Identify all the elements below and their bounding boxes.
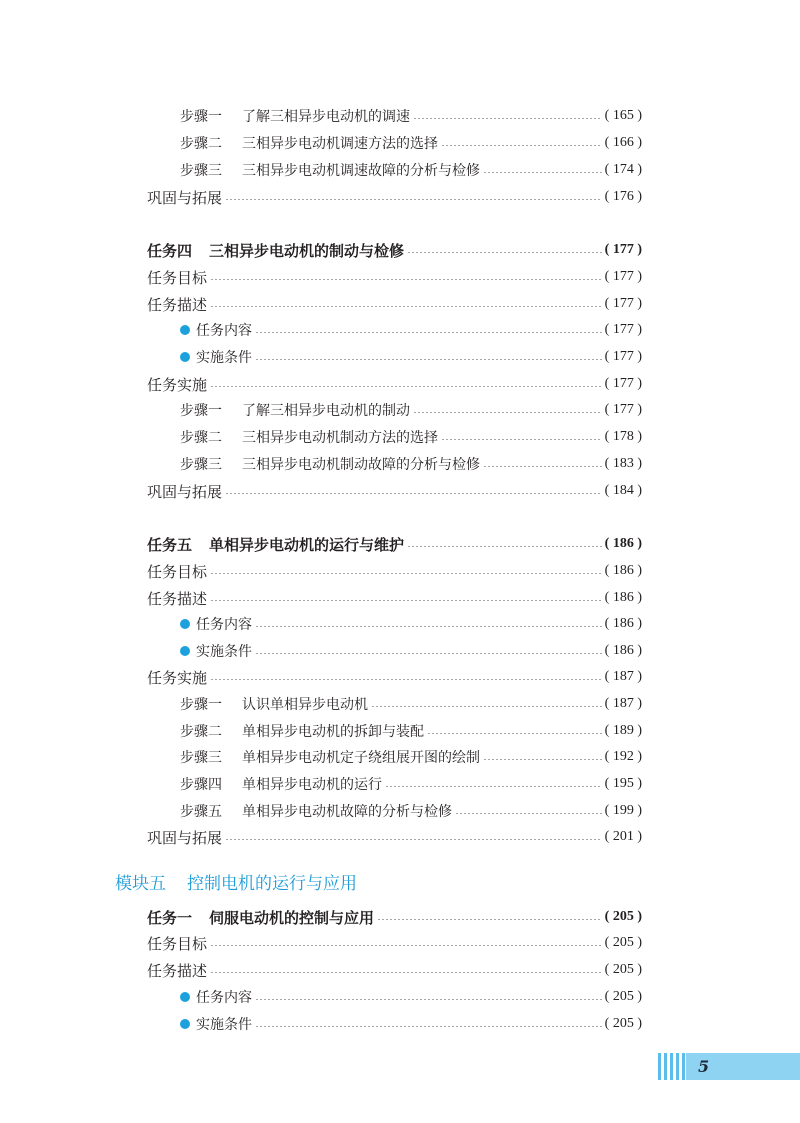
toc-entry[interactable] <box>180 424 642 450</box>
leader-dots <box>210 279 602 280</box>
step-label: 步骤二 <box>180 724 222 740</box>
toc-entry[interactable] <box>180 130 642 156</box>
leader-dots <box>225 839 602 840</box>
entry-title: 任务内容 <box>196 990 252 1006</box>
toc-entry[interactable] <box>180 344 642 370</box>
entry-title: 任务目标 <box>147 268 208 287</box>
step-label: 步骤二 <box>180 430 222 446</box>
entry-title: 巩固与拓展 <box>147 188 223 207</box>
leader-dots <box>210 679 602 680</box>
leader-dots <box>255 1026 602 1027</box>
toc-entry[interactable] <box>180 638 642 664</box>
toc-entry[interactable] <box>180 397 642 423</box>
toc-entry[interactable] <box>180 451 642 477</box>
page-ref: ( 165 ) <box>604 108 642 123</box>
page-ref: ( 166 ) <box>604 135 642 150</box>
entry-title: 单相异步电动机的运行 <box>242 777 382 793</box>
toc-entry[interactable] <box>147 558 642 584</box>
entry-title: 任务描述 <box>147 961 208 980</box>
entry-title: 实施条件 <box>196 1017 252 1033</box>
toc-entry[interactable] <box>180 611 642 637</box>
toc-entry[interactable] <box>180 744 642 770</box>
page-ref: ( 177 ) <box>604 349 642 364</box>
leader-dots <box>385 786 602 787</box>
page-ref: ( 189 ) <box>604 723 642 738</box>
toc-task-heading[interactable] <box>147 904 642 930</box>
task-label: 任务五 <box>147 535 193 554</box>
entry-title: 了解三相异步电动机的调速 <box>242 109 410 125</box>
step-label: 步骤一 <box>180 697 222 713</box>
toc-entry[interactable] <box>147 930 642 956</box>
leader-dots <box>377 919 602 920</box>
page-ref: ( 177 ) <box>604 296 642 311</box>
entry-title: 任务实施 <box>147 668 208 687</box>
page-ref: ( 199 ) <box>604 803 642 818</box>
page-ref: ( 186 ) <box>604 590 642 605</box>
entry-title: 了解三相异步电动机的制动 <box>242 403 410 419</box>
entry-title: 任务内容 <box>196 617 252 633</box>
toc-entry[interactable] <box>180 691 642 717</box>
step-label: 步骤一 <box>180 403 222 419</box>
toc-entry[interactable] <box>180 771 642 797</box>
entry-title: 任务目标 <box>147 934 208 953</box>
page-ref: ( 186 ) <box>604 563 642 578</box>
step-label: 步骤四 <box>180 777 222 793</box>
step-label: 步骤三 <box>180 750 222 766</box>
entry-title: 实施条件 <box>196 350 252 366</box>
toc-task-heading[interactable] <box>147 237 642 263</box>
step-label: 步骤三 <box>180 163 222 179</box>
page-ref: ( 177 ) <box>604 402 642 417</box>
leader-dots <box>210 386 602 387</box>
entry-title: 三相异步电动机制动故障的分析与检修 <box>242 457 480 473</box>
entry-title: 认识单相异步电动机 <box>242 697 368 713</box>
page-ref: ( 205 ) <box>604 1016 642 1031</box>
leader-dots <box>427 733 602 734</box>
module-title: 控制电机的运行与应用 <box>187 873 357 894</box>
toc-entry[interactable] <box>147 585 642 611</box>
entry-title: 任务内容 <box>196 323 252 339</box>
toc-entry[interactable] <box>180 103 642 129</box>
module-label: 模块五 <box>115 873 166 894</box>
leader-dots <box>255 332 602 333</box>
page-ref: ( 195 ) <box>604 776 642 791</box>
leader-dots <box>441 145 602 146</box>
page-ref: ( 177 ) <box>604 322 642 337</box>
step-label: 步骤二 <box>180 136 222 152</box>
bullet-dot-icon <box>180 1019 190 1029</box>
entry-title: 伺服电动机的控制与应用 <box>209 908 375 927</box>
task-label: 任务一 <box>147 908 193 927</box>
toc-entry[interactable] <box>147 957 642 983</box>
leader-dots <box>413 118 602 119</box>
leader-dots <box>371 706 602 707</box>
leader-dots <box>255 653 602 654</box>
step-label: 步骤五 <box>180 804 222 820</box>
leader-dots <box>407 546 602 547</box>
toc-entry[interactable] <box>180 984 642 1010</box>
page-ref: ( 174 ) <box>604 162 642 177</box>
page-ref: ( 201 ) <box>604 829 642 844</box>
leader-dots <box>483 172 602 173</box>
entry-title: 单相异步电动机定子绕组展开图的绘制 <box>242 750 480 766</box>
toc-entry[interactable] <box>180 317 642 343</box>
page-ref: ( 205 ) <box>604 962 642 977</box>
entry-title: 三相异步电动机调速故障的分析与检修 <box>242 163 480 179</box>
leader-dots <box>210 573 602 574</box>
toc-entry[interactable] <box>147 291 642 317</box>
page-ref: ( 205 ) <box>604 909 642 924</box>
toc-entry[interactable] <box>147 664 642 690</box>
bullet-dot-icon <box>180 325 190 335</box>
toc-task-heading[interactable] <box>147 531 642 557</box>
entry-title: 三相异步电动机调速方法的选择 <box>242 136 438 152</box>
page-ref: ( 187 ) <box>604 696 642 711</box>
leader-dots <box>255 626 602 627</box>
leader-dots <box>255 999 602 1000</box>
leader-dots <box>483 759 602 760</box>
page-ref: ( 184 ) <box>604 483 642 498</box>
leader-dots <box>210 306 602 307</box>
entry-title: 单相异步电动机的拆卸与装配 <box>242 724 424 740</box>
page-ref: ( 186 ) <box>604 616 642 631</box>
page-footer <box>658 1053 800 1080</box>
page-ref: ( 176 ) <box>604 189 642 204</box>
toc-entry[interactable] <box>147 184 642 210</box>
bullet-dot-icon <box>180 352 190 362</box>
page-ref: ( 205 ) <box>604 935 642 950</box>
step-label: 步骤三 <box>180 457 222 473</box>
entry-title: 任务实施 <box>147 375 208 394</box>
page-ref: ( 183 ) <box>604 456 642 471</box>
toc-entry[interactable] <box>147 264 642 290</box>
leader-dots <box>255 359 602 360</box>
leader-dots <box>225 493 602 494</box>
entry-title: 单相异步电动机的运行与维护 <box>209 535 405 554</box>
entry-title: 任务目标 <box>147 562 208 581</box>
page-ref: ( 178 ) <box>604 429 642 444</box>
leader-dots <box>225 199 602 200</box>
page-ref: ( 187 ) <box>604 669 642 684</box>
bullet-dot-icon <box>180 619 190 629</box>
page-ref: ( 192 ) <box>604 749 642 764</box>
bullet-dot-icon <box>180 992 190 1002</box>
leader-dots <box>441 439 602 440</box>
leader-dots <box>413 412 602 413</box>
toc-entry[interactable] <box>180 1011 642 1037</box>
entry-title: 三相异步电动机的制动与检修 <box>209 241 405 260</box>
page-ref: ( 186 ) <box>604 536 642 551</box>
toc-entry[interactable] <box>147 824 642 850</box>
leader-dots <box>210 945 602 946</box>
task-label: 任务四 <box>147 241 193 260</box>
page-ref: ( 177 ) <box>604 269 642 284</box>
toc-entry[interactable] <box>180 718 642 744</box>
entry-title: 实施条件 <box>196 644 252 660</box>
toc-entry[interactable] <box>147 478 642 504</box>
toc-entry[interactable] <box>180 798 642 824</box>
leader-dots <box>210 600 602 601</box>
page-ref: ( 177 ) <box>604 242 642 257</box>
toc-entry[interactable] <box>180 157 642 183</box>
leader-dots <box>483 466 602 467</box>
page-number: 5 <box>698 1057 710 1076</box>
entry-title: 巩固与拓展 <box>147 482 223 501</box>
bullet-dot-icon <box>180 646 190 656</box>
entry-title: 任务描述 <box>147 295 208 314</box>
leader-dots <box>455 813 602 814</box>
leader-dots <box>407 252 602 253</box>
leader-dots <box>210 972 602 973</box>
toc-entry[interactable] <box>147 371 642 397</box>
page-ref: ( 205 ) <box>604 989 642 1004</box>
step-label: 步骤一 <box>180 109 222 125</box>
module-heading[interactable] <box>115 868 357 894</box>
footer-stripes <box>658 1053 686 1080</box>
page-ref: ( 177 ) <box>604 376 642 391</box>
entry-title: 单相异步电动机故障的分析与检修 <box>242 804 452 820</box>
entry-title: 三相异步电动机制动方法的选择 <box>242 430 438 446</box>
page-ref: ( 186 ) <box>604 643 642 658</box>
entry-title: 任务描述 <box>147 589 208 608</box>
entry-title: 巩固与拓展 <box>147 828 223 847</box>
